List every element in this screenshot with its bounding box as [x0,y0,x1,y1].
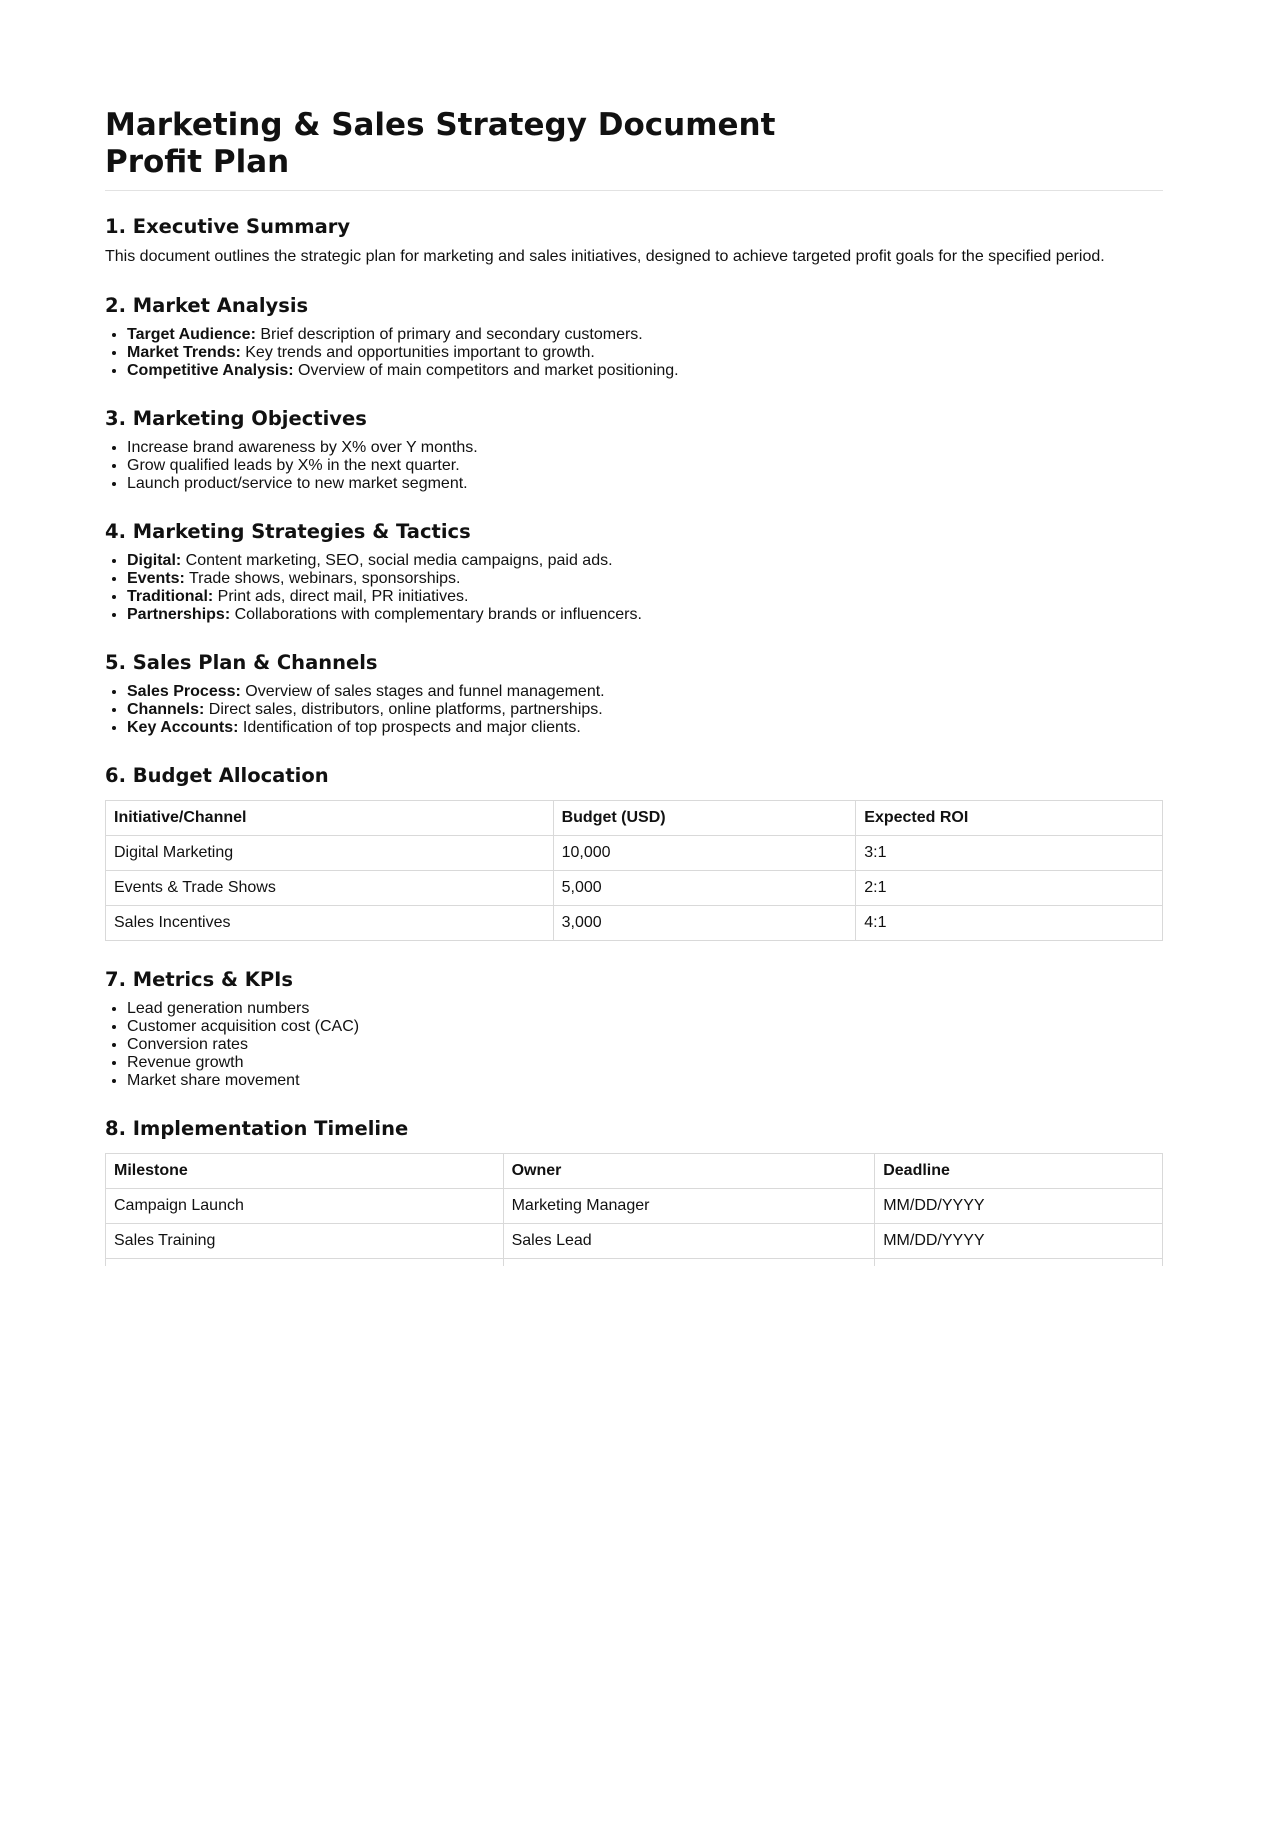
table-cell [875,1259,1163,1267]
item-label: Digital: [127,552,182,569]
market-analysis-list [105,326,1163,380]
table-cell: Sales Training [106,1224,504,1259]
section-heading: 5. Sales Plan & Channels [105,651,378,674]
list-item [127,344,1163,362]
item-label: Market Trends: [127,344,241,361]
table-cell: 2:1 [856,871,1163,906]
item-label: Traditional: [127,588,214,605]
table-cell: 3,000 [553,906,856,941]
list-item: • Customer acquisition cost (CAC) [127,1018,1163,1036]
list-item [127,326,1163,344]
item-text: Brief description of primary and secondary customers. [255,326,643,343]
list-item [127,362,1163,380]
section-sales-plan [105,651,1163,737]
list-item [127,606,1163,624]
item-label: Events: [127,570,185,587]
item-text: Identification of top prospects and major clients. [238,719,581,736]
table-cell [503,1259,875,1267]
column-header: Budget (USD) [553,801,856,836]
document-header [105,107,1163,191]
table-cell: 5,000 [553,871,856,906]
executive-summary-text: This document outlines the strategic plan for marketing and sales initiatives, designed to achieve targeted profit goals for the specified period. [105,248,1105,265]
section-budget [105,764,1163,941]
item-text: Key trends and opportunities important to growth. [240,344,595,361]
item-text: Overview of main competitors and market positioning. [293,362,679,379]
list-item: • Revenue growth [127,1054,1163,1072]
list-item [127,701,1163,719]
table-cell: Sales Lead [503,1224,875,1259]
list-item [127,719,1163,737]
section-heading: 4. Marketing Strategies & Tactics [105,520,471,543]
list-item [127,570,1163,588]
section-executive-summary [105,215,1163,267]
table-cell: Marketing Manager [503,1189,875,1224]
sales-plan-list [105,683,1163,737]
document-page [105,0,1163,1266]
table-row [106,906,1163,941]
table-cell: 3:1 [856,836,1163,871]
table-row [106,1189,1163,1224]
document-subtitle: Profit Plan [105,144,290,180]
timeline-table-clip [105,1153,1163,1266]
metrics-list [105,1000,1163,1090]
budget-table [105,800,1163,941]
section-marketing-objectives [105,407,1163,493]
table-row-cutoff [106,1259,1163,1267]
strategies-list [105,552,1163,624]
table-row [106,1224,1163,1259]
item-text: Collaborations with complementary brands or influencers. [230,606,642,623]
list-item [127,552,1163,570]
item-text: Content marketing, SEO, social media campaigns, paid ads. [181,552,613,569]
column-header: Initiative/Channel [106,801,554,836]
table-cell: Sales Incentives [106,906,554,941]
item-label: Sales Process: [127,683,241,700]
item-label: Competitive Analysis: [127,362,294,379]
section-heading: 6. Budget Allocation [105,764,329,787]
list-item: • Increase brand awareness by X% over Y months. [127,439,1163,457]
section-heading: 3. Marketing Objectives [105,407,367,430]
table-row [106,871,1163,906]
list-item [127,588,1163,606]
table-header-row [106,801,1163,836]
item-text: Print ads, direct mail, PR initiatives. [213,588,469,605]
section-strategies [105,520,1163,624]
table-cell: Digital Marketing [106,836,554,871]
list-item: • Grow qualified leads by X% in the next quarter. [127,457,1163,475]
section-metrics [105,968,1163,1090]
item-text: Trade shows, webinars, sponsorships. [184,570,461,587]
section-timeline [105,1117,1163,1266]
table-cell: 10,000 [553,836,856,871]
document-title: Marketing & Sales Strategy Document [105,107,776,143]
list-item [127,683,1163,701]
table-row [106,836,1163,871]
item-text: Direct sales, distributors, online platforms, partnerships. [204,701,603,718]
section-heading: 1. Executive Summary [105,215,351,238]
section-market-analysis [105,294,1163,380]
section-heading: 7. Metrics & KPIs [105,968,294,991]
item-label: Target Audience: [127,326,256,343]
table-cell: Campaign Launch [106,1189,504,1224]
timeline-table [105,1153,1163,1266]
table-cell: MM/DD/YYYY [875,1189,1163,1224]
table-cell: MM/DD/YYYY [875,1224,1163,1259]
section-heading: 2. Market Analysis [105,294,309,317]
item-label: Key Accounts: [127,719,239,736]
list-item: • Launch product/service to new market segment. [127,475,1163,493]
item-label: Channels: [127,701,205,718]
column-header: Milestone [106,1154,504,1189]
item-text: Overview of sales stages and funnel management. [240,683,605,700]
column-header: Owner [503,1154,875,1189]
table-cell: Events & Trade Shows [106,871,554,906]
item-label: Partnerships: [127,606,231,623]
marketing-objectives-list [105,439,1163,493]
list-item: • Conversion rates [127,1036,1163,1054]
list-item: • Lead generation numbers [127,1000,1163,1018]
table-header-row [106,1154,1163,1189]
table-cell [106,1259,504,1267]
column-header: Expected ROI [856,801,1163,836]
table-cell: 4:1 [856,906,1163,941]
section-heading: 8. Implementation Timeline [105,1117,409,1140]
list-item: • Market share movement [127,1072,1163,1090]
column-header: Deadline [875,1154,1163,1189]
